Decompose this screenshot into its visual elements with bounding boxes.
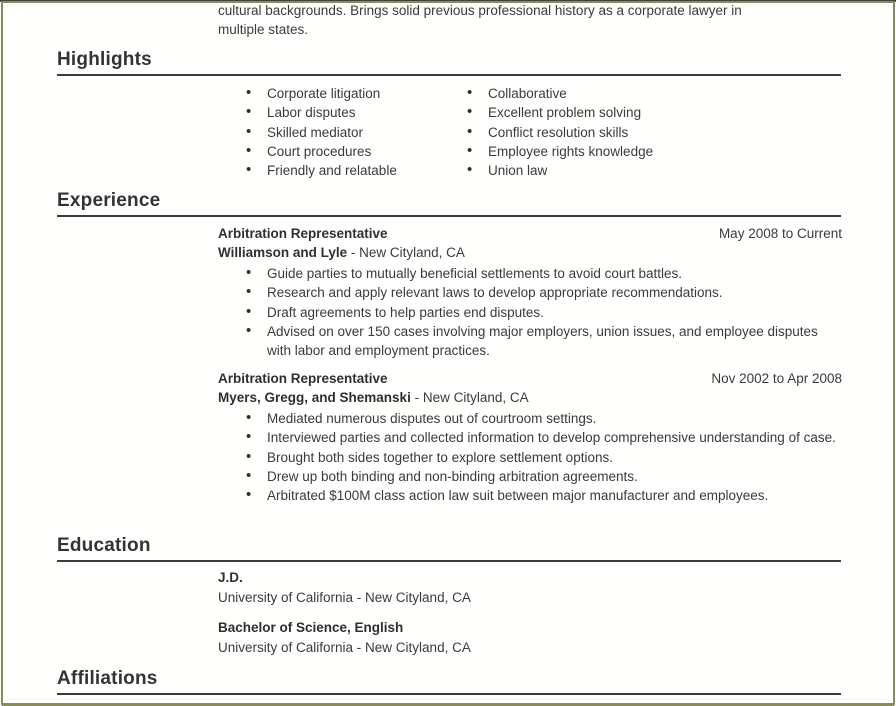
highlights-list xyxy=(245,84,845,180)
list-item: • Excellent problem solving xyxy=(466,103,845,122)
degree: Bachelor of Science, English xyxy=(218,620,404,635)
experience-entry xyxy=(218,224,842,360)
list-item: • Collaborative xyxy=(466,84,845,103)
summary-line: cultural backgrounds. Brings solid previous professional history as a corporate lawyer in xyxy=(218,3,742,18)
list-item: • Corporate litigation xyxy=(245,84,466,103)
job-company-line xyxy=(218,388,842,407)
list-item: • Research and apply relevant laws to develop appropriate recommendations. xyxy=(245,283,842,302)
school: University of California - New Cityland, CA xyxy=(218,639,471,655)
list-item: • Labor disputes xyxy=(245,103,466,122)
company-location: - New Cityland, CA xyxy=(410,390,529,405)
company-location: - New Cityland, CA xyxy=(347,245,465,260)
job-header xyxy=(218,369,842,388)
degree: J.D. xyxy=(218,570,243,585)
list-item: • Employee rights knowledge xyxy=(466,142,845,161)
highlights-column-left xyxy=(245,84,466,180)
highlights-column-right xyxy=(466,84,845,180)
job-header xyxy=(218,224,842,243)
list-item: • Skilled mediator xyxy=(245,123,466,142)
section-title-affiliations: Affiliations xyxy=(57,668,841,695)
list-item: • Court procedures xyxy=(245,142,466,161)
list-item: • Drew up both binding and non-binding arbitration agreements. xyxy=(245,467,842,486)
job-title: Arbitration Representative xyxy=(218,371,388,386)
list-item: • Mediated numerous disputes out of courtroom settings. xyxy=(245,409,842,428)
education-entry xyxy=(218,568,842,607)
list-item: • Brought both sides together to explore settlement options. xyxy=(245,448,842,467)
company-name: Williamson and Lyle xyxy=(218,245,348,260)
section-title-highlights: Highlights xyxy=(57,49,841,76)
job-company-line xyxy=(218,243,842,262)
school: University of California - New Cityland, CA xyxy=(218,589,471,605)
list-item: • Conflict resolution skills xyxy=(466,123,845,142)
company-name: Myers, Gregg, and Shemanski xyxy=(218,390,411,405)
summary-text xyxy=(218,1,846,39)
section-title-experience: Experience xyxy=(57,190,841,217)
job-dates: May 2008 to Current xyxy=(718,226,842,241)
experience-entry xyxy=(218,369,842,505)
list-item: • Friendly and relatable xyxy=(245,161,466,180)
job-bullet-list xyxy=(218,409,842,505)
job-bullet-list xyxy=(218,264,842,360)
list-item: • Guide parties to mutually beneficial settlements to avoid court battles. xyxy=(245,264,842,283)
job-title: Arbitration Representative xyxy=(218,226,388,241)
education-entry xyxy=(218,618,842,657)
section-title-education: Education xyxy=(57,535,841,562)
summary-line: multiple states. xyxy=(218,22,309,37)
list-item: • Draft agreements to help parties end disputes. xyxy=(245,303,842,322)
list-item: • Union law xyxy=(466,161,845,180)
list-item: • Advised on over 150 cases involving major employers, union issues, and employee disputes with labor and employment practices. xyxy=(245,322,842,361)
list-item: • Arbitrated $100M class action law suit between major manufacturer and employees. xyxy=(245,486,842,505)
job-dates: Nov 2002 to Apr 2008 xyxy=(711,371,842,386)
list-item: • Interviewed parties and collected information to develop comprehensive understanding of case. xyxy=(245,428,842,447)
